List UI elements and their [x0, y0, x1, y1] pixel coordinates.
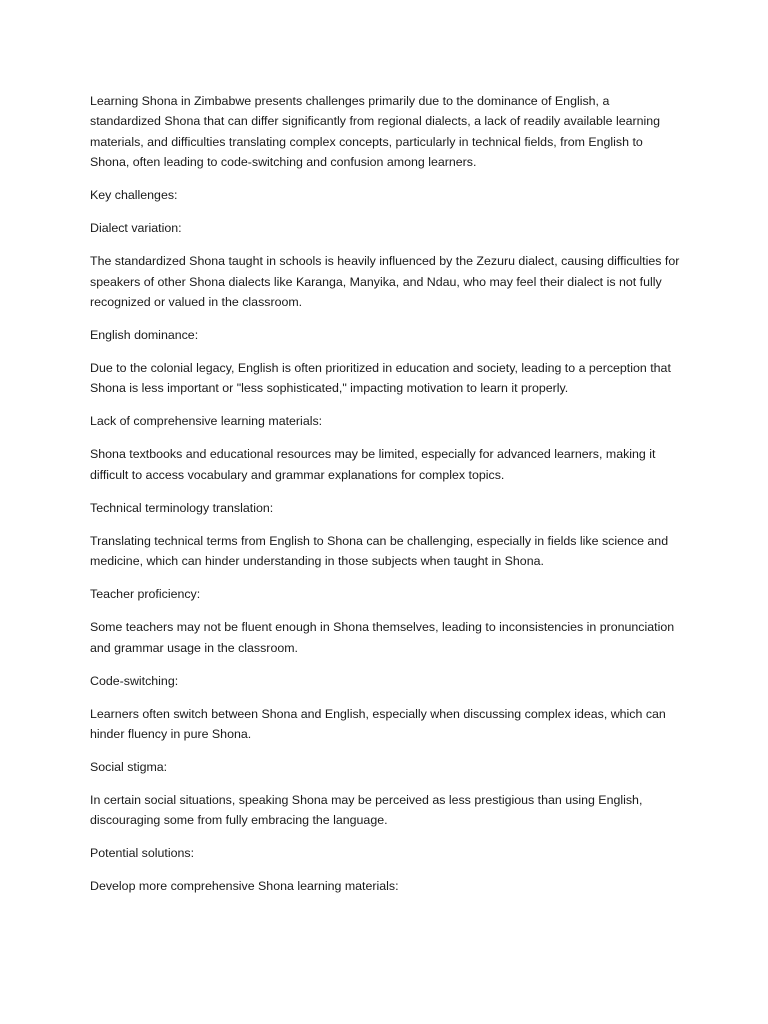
social-stigma-paragraph: In certain social situations, speaking Shona may be perceived as less prestigious than using English, discouraging some from fully embracing the language. [90, 793, 643, 828]
learning-materials-heading: Lack of comprehensive learning materials: [90, 414, 323, 429]
document-body [90, 91, 682, 909]
develop-materials-heading: Develop more comprehensive Shona learning materials: [90, 879, 399, 894]
dialect-variation-paragraph: The standardized Shona taught in schools is heavily influenced by the Zezuru dialect, causing difficulties for speakers of other Shona dialects like Karanga, Manyika, and Ndau, who may feel their dialect is not fully recognized or valued in the classroom. [90, 254, 680, 310]
code-switching-paragraph: Learners often switch between Shona and English, especially when discussing complex ideas, which can hinder fluency in pure Shona. [90, 706, 666, 742]
teacher-proficiency-paragraph: Some teachers may not be fluent enough in Shona themselves, leading to inconsistencies in pronunciation and grammar usage in the classroom. [90, 620, 675, 655]
social-stigma-heading: Social stigma: [90, 760, 168, 775]
technical-terminology-paragraph: Translating technical terms from English to Shona can be challenging, especially in fields like science and medicine, which can hinder understanding in those subjects when taught in Shona. [90, 533, 669, 569]
english-dominance-paragraph: Due to the colonial legacy, English is often prioritized in education and society, leading to a perception that Shona is less important or "less sophisticated," impacting motivation to learn it properly. [90, 361, 671, 396]
code-switching-heading: Code-switching: [90, 673, 179, 688]
intro-paragraph: Learning Shona in Zimbabwe presents challenges primarily due to the dominance of English, a standardized Shona that can differ significantly from regional dialects, a lack of readily available learning materials, and difficulties translating complex concepts, particularly in technical fields, from English to Shona, often leading to code-switching and confusion among learners. [90, 94, 661, 170]
dialect-variation-heading: Dialect variation: [90, 221, 182, 236]
potential-solutions-heading: Potential solutions: [90, 846, 195, 861]
key-challenges-heading: Key challenges: [90, 188, 178, 203]
english-dominance-heading: English dominance: [90, 328, 199, 343]
learning-materials-paragraph: Shona textbooks and educational resources may be limited, especially for advanced learners, making it difficult to access vocabulary and grammar explanations for complex topics. [90, 447, 656, 482]
technical-terminology-heading: Technical terminology translation: [90, 500, 274, 515]
teacher-proficiency-heading: Teacher proficiency: [90, 587, 201, 602]
